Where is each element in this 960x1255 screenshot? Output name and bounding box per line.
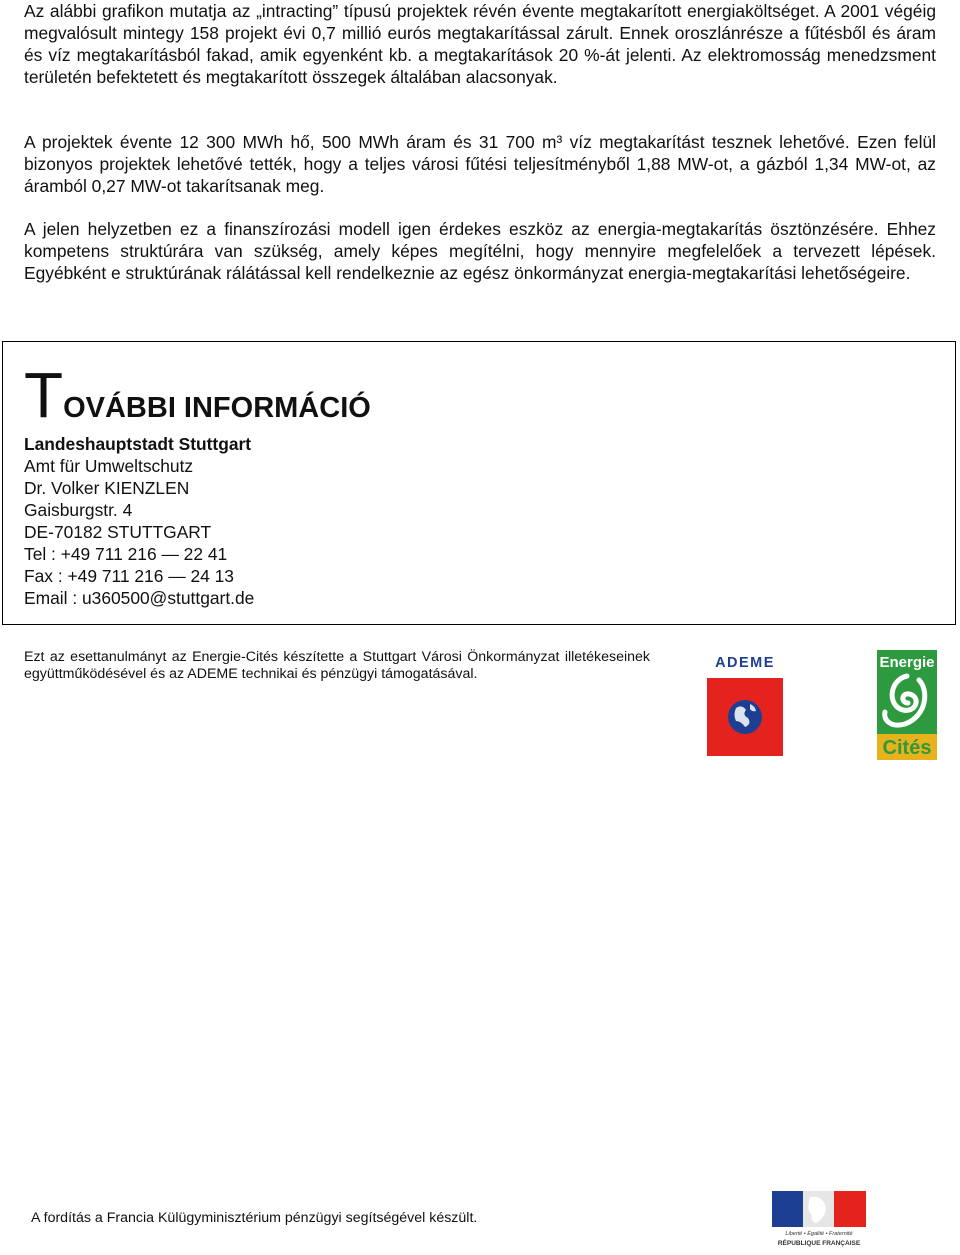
contact-department: Amt für Umweltschutz [24,456,194,476]
intro-paragraph-1: Az alábbi grafikon mutatja az „intracting” típusú projektek révén évente megtakarított energiaköltséget. A 2001 végéig megvalósult mintegy 158 projekt évi 0,7 millió eurós megtakarítással zárult. Ennek oroszlánrésze a fűtésből és áram és víz megtakarításból fakad, amik egyenként kb. a megtakarítások 20 %-át jelenti. Az elektromosság menedzsment területén befektetett és megtakarított összegek általában alacsonyak. [24,1,936,87]
title-rest: OVÁBBI INFORMÁCIÓ [63,392,371,424]
flag-red-band [834,1191,866,1227]
rf-motto: Liberté • Égalité • Fraternité [785,1231,853,1237]
contact-fax: Fax : +49 711 216 — 24 13 [24,566,234,586]
contact-phone: Tel : +49 711 216 — 22 41 [24,544,228,564]
credit-line-2: illetékeseinek együttműködésével és az ADEME technikai és pénzügyi támogatásával. [24,649,650,682]
republique-francaise-logo [772,1191,866,1249]
cites-logo-text: Cités [882,737,932,759]
intro-paragraph-2: A projektek évente 12 300 MWh hő, 500 MWh áram és 31 700 m³ víz megtakarítást tesznek lehetővé. Ezen felül bizonyos projektek lehetővé tették, hogy a teljes városi fűtési teljesítményből 1,88 MW-ot, a gázból 1,34 MW-ot, az áramból 0,27 MW-ot takarítsanak meg. [24,132,936,196]
contact-person: Dr. Volker KIENZLEN [24,478,190,498]
contact-organization: Landeshauptstadt Stuttgart [24,434,252,454]
ademe-logo [706,652,784,756]
translation-funding-note: A fordítás a Francia Külügyminisztérium pénzügyi segítségével készült. [31,1210,478,1226]
further-info-box [2,341,956,625]
flag-blue-band [772,1191,803,1227]
further-info-title [24,360,371,443]
contact-street: Gaisburgstr. 4 [24,500,133,520]
credit-note [24,649,650,683]
energie-cites-logo [877,650,937,760]
energie-logo-text: Energie [879,654,935,671]
title-initial: T [24,359,64,431]
contact-city: DE-70182 STUTTGART [24,522,212,542]
contact-block [24,433,254,609]
ademe-logo-text: ADEME [715,655,775,671]
intro-paragraph-3: A jelen helyzetben ez a finanszírozási modell igen érdekes eszköz az energia-megtakarítás ösztönzésére. Ehhez kompetens struktúrára van szükség, amely képes megítélni, hogy mennyire megfelelőek a tervezett lépések. Egyébként e struktúrának rálátással kell rendelkeznie az egész önkormányzat energia-megtakarítási lehetőségeire. [24,219,936,283]
rf-name: RÉPUBLIQUE FRANÇAISE [777,1240,861,1247]
contact-email[interactable]: Email : u360500@stuttgart.de [24,588,255,608]
credit-line-1: Ezt az esettanulmányt az Energie-Cités készítette a Stuttgart Városi Önkormányzat [24,649,560,665]
